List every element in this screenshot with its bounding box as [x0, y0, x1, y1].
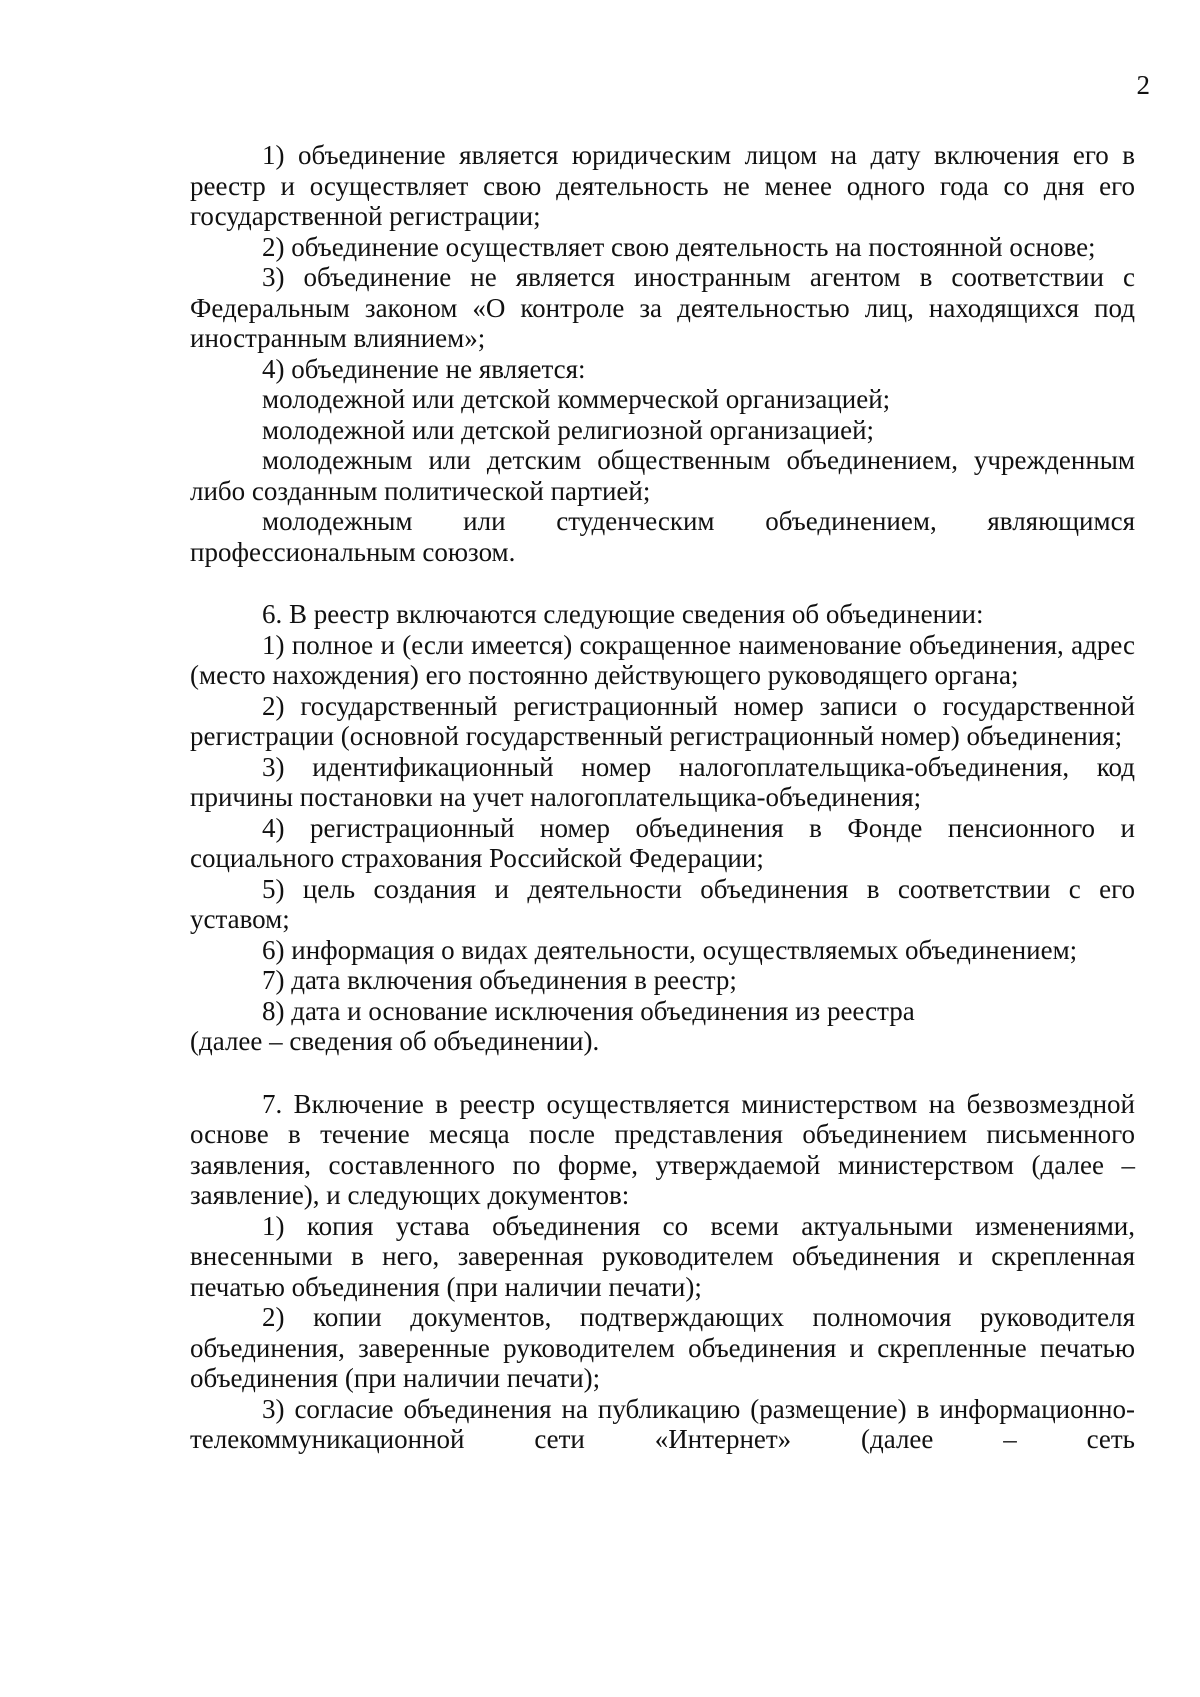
paragraph: 3) согласие объединения на публикацию (размещение) в информационно-телекоммуникационной сети «Интернет» (далее – сеть [190, 1393, 1135, 1454]
paragraph: молодежной или детской религиозной организацией; [262, 414, 875, 445]
section-heading-paragraph: 6. В реестр включаются следующие сведения об объединении: [262, 599, 984, 629]
paragraph: 3) объединение не является иностранным агентом в соответствии с Федеральным законом «О контроле за деятельностью лиц, находящихся под иностранным влиянием»; [190, 262, 1135, 353]
paragraph: 5) цель создания и деятельности объединения в соответствии с его уставом; [190, 873, 1135, 934]
document-body [190, 140, 1135, 1455]
paragraph: 1) копия устава объединения со всеми актуальными изменениями, внесенными в него, заверенная руководителем объединения и скрепленная печатью объединения (при наличии печати); [190, 1210, 1135, 1302]
paragraph: (далее – сведения об объединении). [190, 1026, 600, 1056]
paragraph: 2) объединение осуществляет свою деятельность на постоянной основе; [262, 231, 1096, 262]
registry-inclusion-section [190, 1089, 1135, 1455]
page-number: 2 [1136, 70, 1150, 100]
section-heading-paragraph: 7. Включение в реестр осуществляется министерством на безвозмездной основе в течение месяца после представления объединением письменного заявления, составленного по форме, утверждаемой министерством (далее – заявление), и следующих документов: [190, 1088, 1135, 1210]
paragraph: 7) дата включения объединения в реестр; [262, 965, 737, 995]
paragraph: 1) объединение является юридическим лицом на дату включения его в реестр и осуществляет свою деятельность не менее одного года со дня его государственной регистрации; [190, 140, 1135, 231]
paragraph: молодежным или студенческим объединением, являющимся профессиональным союзом. [190, 506, 1135, 567]
paragraph: 4) объединение не является: [262, 353, 586, 384]
paragraph: 6) информация о видах деятельности, осуществляемых объединением; [262, 934, 1078, 965]
paragraph: 1) полное и (если имеется) сокращенное наименование объединения, адрес (место нахождения) его постоянно действующего руководящего органа; [190, 629, 1135, 690]
paragraph: молодежным или детским общественным объединением, учрежденным либо созданным политической партией; [190, 445, 1135, 506]
paragraph: 8) дата и основание исключения объединения из реестра [262, 995, 915, 1026]
paragraph: 2) копии документов, подтверждающих полномочия руководителя объединения, заверенные руководителем объединения и скрепленные печатью объединения (при наличии печати); [190, 1302, 1135, 1393]
paragraph: 4) регистрационный номер объединения в Фонде пенсионного и социального страхования Российской Федерации; [190, 812, 1135, 873]
paragraph: молодежной или детской коммерческой организацией; [262, 384, 891, 414]
registry-info-section [190, 599, 1135, 1057]
paragraph: 3) идентификационный номер налогоплательщика-объединения, код причины постановки на учет налогоплательщика-объединения; [190, 751, 1135, 812]
eligibility-conditions-section [190, 140, 1135, 567]
paragraph: 2) государственный регистрационный номер записи о государственной регистрации (основной государственный регистрационный номер) объединения; [190, 690, 1135, 751]
